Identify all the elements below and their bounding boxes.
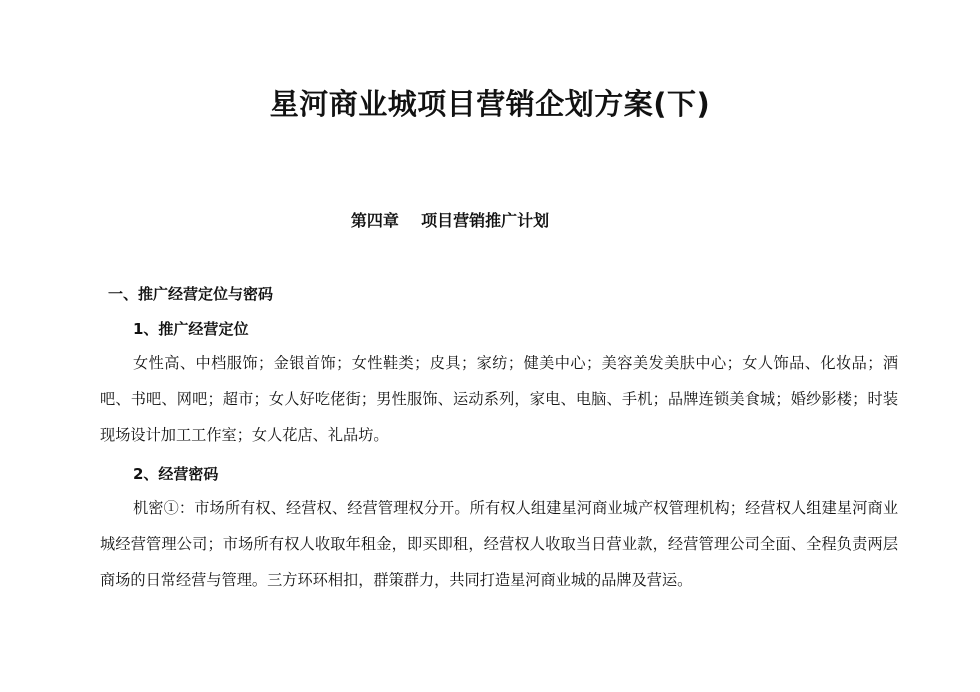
chapter-title: 第四章 项目营销推广计划 — [350, 211, 550, 230]
document-title: 星河商业城项目营销企划方案(下) — [269, 87, 711, 121]
paragraph-password: 机密①：市场所有权、经营权、经营管理权分开。所有权人组建星河商业城产权管理机构；经营权人组建星河商业城经营管理公司；市场所有权人收取年租金，即买即租，经营权人收取当日营业款，经营管理公司全面、全程负责两层商场的日常经营与管理。三方环环相扣，群策群力，共同打造星河商业城的品牌及营运。 — [100, 499, 898, 589]
section-heading: 一、推广经营定位与密码 — [108, 285, 274, 303]
subsection-heading-password: 2、经营密码 — [133, 465, 219, 483]
subsection-heading-positioning: 1、推广经营定位 — [133, 320, 249, 338]
paragraph-positioning: 女性高、中档服饰；金银首饰；女性鞋类；皮具；家纺；健美中心；美容美发美肤中心；女人饰品、化妆品；酒吧、书吧、网吧；超市；女人好吃佬街；男性服饰、运动系列，家电、电脑、手机；品牌连锁美食城；婚纱影楼；时装现场设计加工工作室；女人花店、礼品坊。 — [100, 354, 898, 444]
